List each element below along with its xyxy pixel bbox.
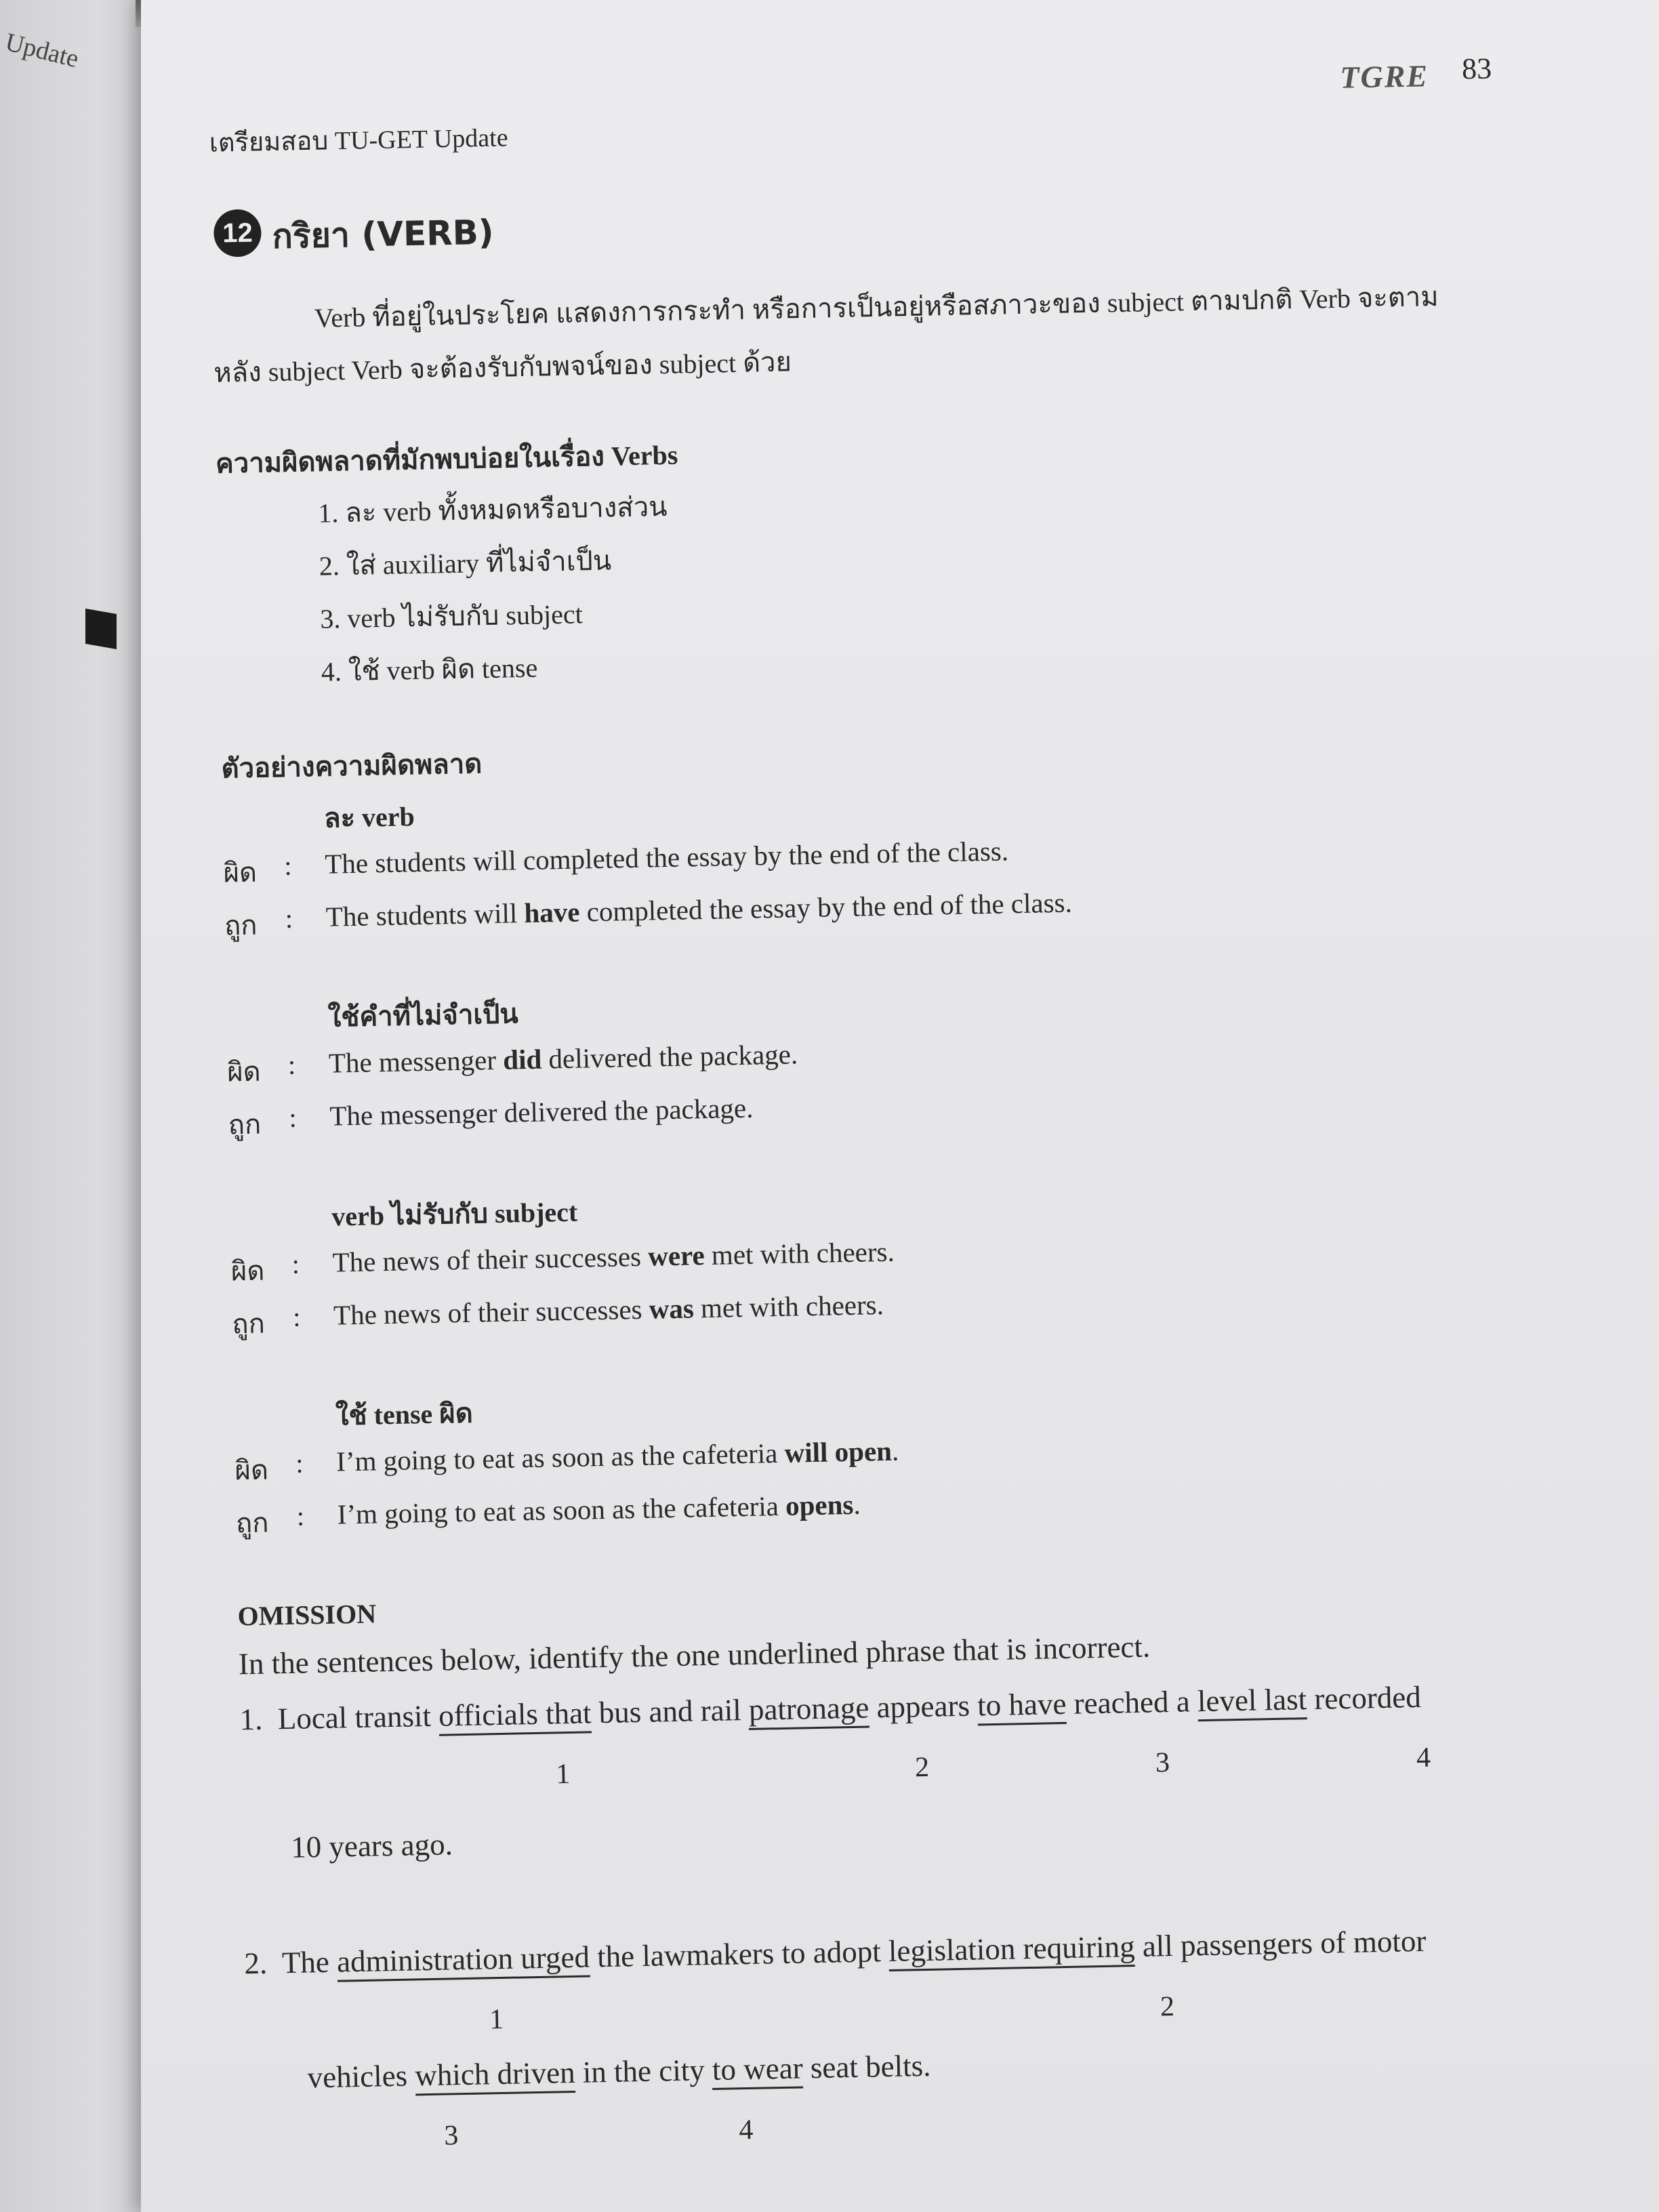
right-label: ถูก: [224, 909, 258, 941]
chapter-number-badge: 12: [213, 209, 262, 257]
example-group-title: ละ verb: [323, 801, 415, 834]
wrong-label: ผิด: [226, 1056, 262, 1088]
common-error-item: 3. verb ไม่รับกับ subject: [319, 598, 583, 634]
omission-instruction: In the sentences below, identify the one underlined phrase that is incorrect.: [238, 1629, 1151, 1681]
right-sentence: The news of their successes was met with cheers.: [333, 1289, 884, 1331]
wrong-sentence: The students will completed the essay by the end of the class.: [324, 835, 1009, 880]
right-label: ถูก: [228, 1109, 262, 1141]
label-colon: :: [285, 903, 293, 934]
question-2-continuation: vehicles which driven in the city to wear seat belts.: [307, 2048, 931, 2095]
common-error-item: 4. ใช้ verb ผิด tense: [321, 652, 538, 687]
question-2: 2. The administration urged the lawmakers to adopt legislation requiring all passengers of motor: [244, 1923, 1427, 1981]
option-number: 1: [489, 2003, 504, 2036]
underlined-option-1: officials that: [438, 1696, 592, 1736]
common-errors-heading: ความผิดพลาดที่มักพบบ่อยในเรื่อง Verbs: [215, 439, 678, 479]
book-page: [141, 0, 1659, 2212]
examples-heading: ตัวอย่างความผิดพลาด: [221, 748, 483, 784]
example-group-title: ใช้ tense ผิด: [335, 1397, 474, 1431]
option-number: 2: [1160, 1990, 1175, 2023]
publisher-logo: TGRE: [1339, 58, 1429, 95]
wrong-label: ผิด: [234, 1454, 269, 1486]
question-number: 2.: [244, 1946, 268, 1981]
common-error-item: 1. ละ verb ทั้งหมดหรือบางส่วน: [317, 491, 668, 529]
label-colon: :: [283, 850, 292, 881]
page-number: 83: [1461, 52, 1492, 86]
facing-page-edge: [0, 0, 163, 2212]
page-tab-marker: [85, 609, 117, 649]
label-colon: :: [289, 1102, 298, 1133]
question-number: 1.: [239, 1702, 263, 1737]
option-number: 2: [914, 1751, 930, 1784]
example-group-title: ใช้คำที่ไม่จำเป็น: [327, 998, 519, 1033]
label-colon: :: [287, 1049, 296, 1080]
underlined-option-3: to have: [977, 1687, 1067, 1726]
intro-line-1: Verb ที่อยู่ในประโยค แสดงการกระทำ หรือการเป็นอยู่หรือสภาวะของ subject ตามปกติ Verb จะตาม: [314, 281, 1439, 333]
option-number: 3: [1155, 1747, 1170, 1779]
common-error-item: 2. ใส่ auxiliary ที่ไม่จำเป็น: [319, 545, 612, 581]
option-number: 1: [555, 1759, 571, 1790]
option-number: 4: [1416, 1742, 1431, 1774]
wrong-sentence: The news of their successes were met with cheers.: [332, 1235, 895, 1278]
question-1-continuation: 10 years ago.: [290, 1827, 453, 1864]
omission-heading: OMISSION: [237, 1598, 377, 1632]
wrong-label: ผิด: [223, 857, 258, 888]
section-title: กริยา (VERB): [272, 212, 495, 257]
question-1: 1. Local transit officials that bus and rail patronage appears to have reached a level last recorded: [239, 1679, 1422, 1737]
right-sentence: The messenger delivered the package.: [329, 1092, 754, 1132]
underlined-option-2: patronage: [748, 1691, 869, 1730]
book-title: เตรียมสอบ TU-GET Update: [209, 123, 508, 158]
wrong-sentence: I’m going to eat as soon as the cafeteria will open.: [335, 1435, 899, 1477]
label-colon: :: [291, 1248, 300, 1279]
intro-line-2: หลัง subject Verb จะต้องรับกับพจน์ของ subject ด้วย: [213, 346, 792, 388]
underlined-option-4: level last: [1197, 1682, 1307, 1721]
right-label: ถูก: [231, 1308, 266, 1340]
underlined-option-3: which driven: [415, 2055, 575, 2096]
underlined-option-2: legislation requiring: [888, 1929, 1135, 1971]
label-colon: :: [295, 1448, 304, 1479]
option-number: 3: [443, 2120, 459, 2152]
underlined-option-4: to wear: [712, 2051, 803, 2090]
wrong-sentence: The messenger did delivered the package.: [328, 1038, 798, 1079]
example-group-title: verb ไม่รับกับ subject: [331, 1196, 578, 1232]
label-colon: :: [292, 1301, 301, 1332]
facing-page-text: Update: [2, 27, 82, 74]
label-colon: :: [296, 1500, 305, 1532]
wrong-label: ผิด: [230, 1255, 265, 1287]
right-label: ถูก: [235, 1507, 269, 1539]
option-number: 4: [738, 2114, 754, 2146]
right-sentence: The students will have completed the essay by the end of the class.: [325, 886, 1073, 933]
page-content: [201, 14, 1659, 2196]
underlined-option-1: administration urged: [337, 1940, 590, 1982]
right-sentence: I’m going to eat as soon as the cafeteria opens.: [337, 1488, 861, 1530]
